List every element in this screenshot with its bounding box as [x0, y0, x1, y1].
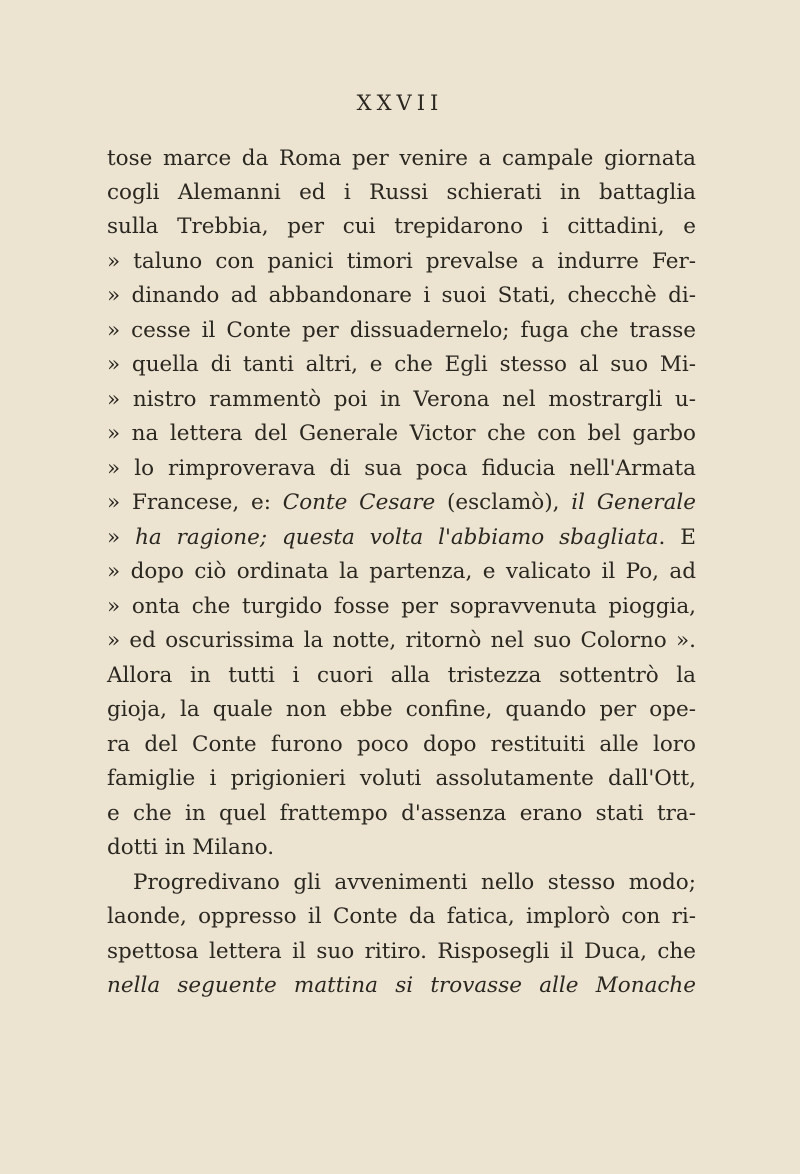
text-line: » taluno con panici timori prevalse a indurre Fer-	[107, 249, 696, 274]
text-line: Allora in tutti i cuori alla tristezza sottentrò la	[107, 663, 696, 688]
text-line: gioja, la quale non ebbe confine, quando per ope-	[107, 697, 696, 722]
text-line: dotti in Milano.	[107, 835, 275, 860]
text-line: ra del Conte furono poco dopo restituiti alle loro	[107, 732, 696, 757]
text-line: spettosa lettera il suo ritiro. Risposegli il Duca, che	[107, 939, 696, 964]
text-line: » nistro rammentò poi in Verona nel mostrargli u-	[107, 387, 696, 412]
text-line: » ha ragione; questa volta l'abbiamo sbagliata. E	[107, 525, 696, 550]
text-line: sulla Trebbia, per cui trepidarono i cittadini, e	[107, 214, 696, 239]
text-line: » ed oscurissima la notte, ritornò nel suo Colorno ».	[107, 628, 696, 653]
text-line: » dinando ad abbandonare i suoi Stati, checchè di-	[107, 283, 696, 308]
text-line: » lo rimproverava di sua poca fiducia nell'Armata	[107, 456, 696, 481]
text-line: cogli Alemanni ed i Russi schierati in battaglia	[107, 180, 696, 205]
text-line: » dopo ciò ordinata la partenza, e valicato il Po, ad	[107, 559, 696, 584]
text-line: tose marce da Roma per venire a campale giornata	[107, 146, 696, 171]
text-line: e che in quel frattempo d'assenza erano stati tra-	[107, 801, 696, 826]
page-number: XXVII	[356, 91, 444, 115]
text-line: » onta che turgido fosse per sopravvenuta pioggia,	[107, 594, 696, 619]
text-line: » cesse il Conte per dissuadernelo; fuga che trasse	[107, 318, 696, 343]
text-line: nella seguente mattina si trovasse alle Monache	[107, 973, 696, 998]
text-line: » quella di tanti altri, e che Egli stesso al suo Mi-	[107, 352, 696, 377]
text-line: laonde, oppresso il Conte da fatica, implorò con ri-	[107, 904, 696, 929]
text-line: famiglie i prigionieri voluti assolutamente dall'Ott,	[107, 766, 696, 791]
text-line: » Francese, e: Conte Cesare (esclamò), il Generale	[107, 490, 697, 515]
text-line: » na lettera del Generale Victor che con bel garbo	[107, 421, 696, 446]
text-line: Progredivano gli avvenimenti nello stesso modo;	[133, 870, 696, 895]
